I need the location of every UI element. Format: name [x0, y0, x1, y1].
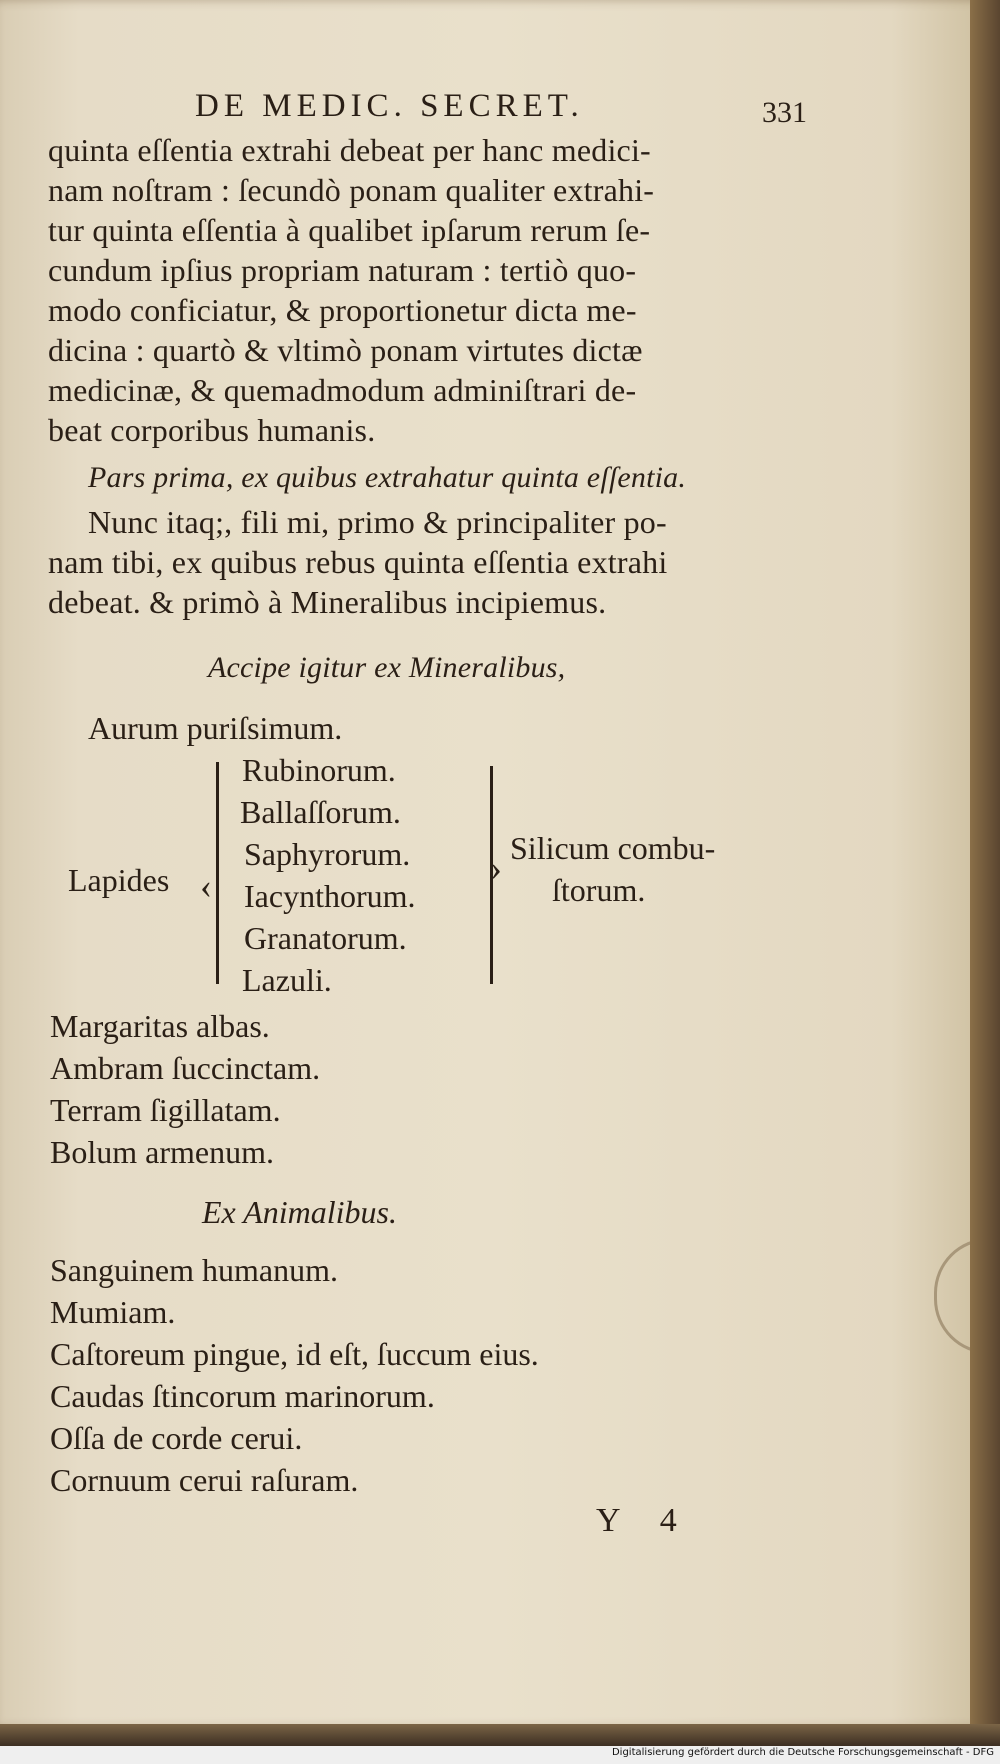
minerals-heading: Accipe igitur ex Mineralibus,: [208, 651, 566, 684]
right-brace-point: ›: [490, 848, 502, 888]
lapides-item: Iacynthorum.: [244, 878, 416, 914]
body-line: beat corporibus humanis.: [48, 412, 376, 448]
page-number: 331: [762, 96, 807, 129]
intro-line: debeat. & primò à Mineralibus incipiemus.: [48, 584, 607, 620]
animal-item: Oſſa de corde cerui.: [50, 1420, 303, 1456]
lapides-item: Ballaſſorum.: [240, 794, 401, 830]
intro-line: nam tibi, ex quibus rebus quinta eſſentia extrahi: [48, 544, 668, 580]
body-line: quinta eſſentia extrahi debeat per hanc medici-: [48, 132, 651, 168]
section-heading: Pars prima, ex quibus extrahatur quinta eſſentia.: [88, 461, 687, 494]
body-line: modo conficiatur, & proportionetur dicta me-: [48, 292, 637, 328]
silicum-line: Silicum combu-: [510, 830, 716, 866]
animal-item: Mumiam.: [50, 1294, 176, 1330]
lapides-label: Lapides: [68, 862, 170, 898]
left-brace: [216, 762, 219, 984]
animal-item: Sanguinem humanum.: [50, 1252, 338, 1288]
lapides-item: Rubinorum.: [242, 752, 396, 788]
lapides-item: Saphyrorum.: [244, 836, 411, 872]
body-line: dicina : quartò & vltimò ponam virtutes dictæ: [48, 332, 643, 368]
intro-line: Nunc itaq;, fili mi, primo & principaliter po-: [88, 504, 667, 540]
silicum-line: ſtorum.: [552, 872, 646, 908]
mineral-item: Ambram ſuccinctam.: [50, 1050, 321, 1086]
body-line: medicinæ, & quemadmodum adminiſtrari de-: [48, 372, 637, 408]
lapides-item: Lazuli.: [242, 962, 332, 998]
lapides-item: Granatorum.: [244, 920, 407, 956]
animal-item: Caudas ſtincorum marinorum.: [50, 1378, 435, 1414]
body-line: nam noſtram : ſecundò ponam qualiter extrahi-: [48, 172, 655, 208]
body-line: tur quinta eſſentia à qualibet ipſarum rerum ſe-: [48, 212, 651, 248]
body-line: cundum ipſius propriam naturam : tertiò quo-: [48, 252, 637, 288]
mineral-item: Margaritas albas.: [50, 1008, 270, 1044]
dfg-credit: Digitalisierung gefördert durch die Deutsche Forschungsgemeinschaft - DFG: [611, 1747, 994, 1758]
book-edge: [970, 0, 1000, 1764]
animal-item: Caſtoreum pingue, id eſt, ſuccum eius.: [50, 1336, 539, 1372]
animals-heading: Ex Animalibus.: [202, 1194, 397, 1230]
mineral-item: Terram ſigillatam.: [50, 1092, 281, 1128]
mineral-item: Bolum armenum.: [50, 1134, 274, 1170]
signature-mark: Y 4: [596, 1502, 693, 1539]
mineral-item: Aurum puriſsimum.: [88, 710, 343, 746]
running-head: DE MEDIC. SECRET.: [195, 88, 584, 124]
left-brace-point: ‹: [200, 866, 212, 906]
book-bottom-edge: [0, 1724, 1000, 1746]
animal-item: Cornuum cerui raſuram.: [50, 1462, 359, 1498]
